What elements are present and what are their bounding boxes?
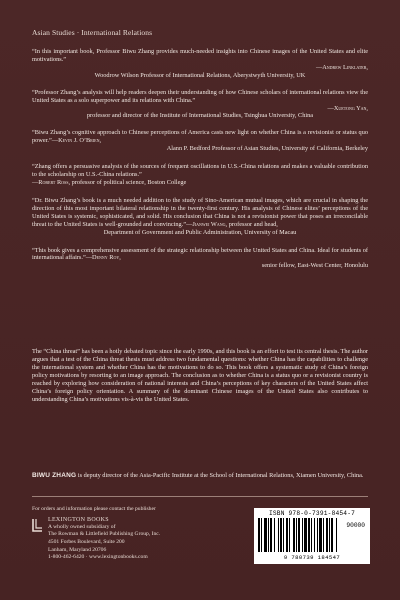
- publisher-line: A wholly owned subsidiary of: [48, 523, 116, 530]
- isbn-label: ISBN 978-0-7391-8454-7: [268, 510, 356, 517]
- endorsement-affiliation: Woodrow Wilson Professor of International Relations, Aberystwyth University, UK: [94, 71, 306, 79]
- orders-note: For orders and information please contact the publisher: [32, 506, 156, 512]
- barcode-digits: 9 780739 184547: [283, 554, 341, 561]
- attribution-dash: —: [32, 178, 39, 186]
- endorsement-author-line: [32, 179, 368, 187]
- endorsement-author: Xuetong Yan,: [333, 104, 368, 112]
- endorsement-author: Kevin J. O’Brien,: [58, 137, 102, 145]
- description-text: The “China threat” has been a hotly debated topic since the early 1990s, and this book is an effort to test its central thesis. The author argues that a test of the China threat thesis must address two fundamental questions: whether China has the capabilities to challenge the international system and whether China has the motivations to do so. This book offers a systematic study of China’s foreign policy motivations by resorting to an image approach. The conclusion as to whether China is a status quo or a revisionist country is reached by exploring how consideration of national interests and China’s perceptions of key characters of the United States affect China’s foreign policy orientation. A summary of the dominant Chinese images of the United States also contributes to understanding China’s motivations vis-à-vis the United States.: [32, 348, 368, 403]
- endorsement-affiliation: professor and head,: [228, 220, 278, 228]
- price-code: 90000: [346, 522, 365, 529]
- lexington-logo-icon: [32, 518, 43, 532]
- divider: [32, 496, 368, 497]
- publisher-block: [32, 516, 232, 562]
- barcode-icon: [258, 518, 340, 554]
- publisher-address: [48, 516, 160, 562]
- publisher-info: [32, 506, 232, 562]
- author-bio-text: [32, 472, 368, 480]
- author-name: BIWU ZHANG: [32, 472, 77, 479]
- endorsement: [32, 247, 368, 271]
- publisher-line: 1-800-462-6420 · www.lexingtonbooks.com: [48, 554, 148, 561]
- endorsement-quote-text: “Dr. Biwu Zhang’s book is a much needed addition to the study of Sino-American mutual images, which are crucial in shaping the direction of this most important bilateral relationship in the twenty-first century. His analysis of Chinese elites’ perceptions of the United States is systemic, sophisticated, and solid. His conclusion that China is not a revisionist power that poses an irreconcilable threat to the United States is well-grounded and convincing.”: [32, 196, 368, 228]
- endorsement: [32, 129, 368, 153]
- author-bio-body: is deputy director of the Asia-Pacific Institute at the School of International Relations, Xiamen University, China.: [76, 472, 364, 479]
- endorsement: [32, 89, 368, 121]
- attribution-dash: —: [85, 254, 93, 262]
- endorsement-affiliation: professor of political science, Boston College: [71, 178, 187, 186]
- endorsement-author: Jianwei Wang,: [192, 220, 228, 228]
- endorsement-quote: [32, 247, 368, 263]
- endorsement-author: Denny Roy,: [92, 254, 121, 262]
- attribution-dash: —: [186, 220, 193, 228]
- endorsement-quote: “In this important book, Professor Biwu Zhang provides much-needed insights into Chinese images of the United States and elite motivations.”: [32, 48, 368, 63]
- attribution-dash: —: [327, 104, 334, 112]
- endorsement: [32, 163, 368, 187]
- attribution-dash: —: [315, 63, 323, 71]
- endorsement-quote: “Zhang offers a persuasive analysis of the sources of frequent oscillations in U.S.-China relations and makes a valuable contribution to the scholarship on U.S.-China relations.”: [32, 163, 368, 179]
- series-label: Asian Studies · International Relations: [32, 28, 153, 37]
- endorsement-quote-text: “Biwu Zhang’s cognitive approach to Chinese perceptions of America casts new light on whether China is a revisionist or status quo power.”: [32, 129, 368, 145]
- endorsement-author: Andrew Linklater,: [322, 63, 368, 71]
- endorsement-affiliation: senior fellow, East-West Center, Honolulu: [261, 262, 368, 270]
- endorsement-author: Robert Ross,: [38, 178, 71, 186]
- publisher-name: LEXINGTON BOOKS: [48, 516, 109, 523]
- book-description: [32, 348, 368, 404]
- endorsement-quote-text: “This book gives a comprehensive assessment of the strategic relationship between the United States and China. Ideal for students of international affairs.”: [32, 246, 368, 262]
- endorsement-author-line: [32, 105, 368, 113]
- barcode-panel: [254, 508, 370, 564]
- endorsement-quote: [32, 197, 368, 229]
- endorsements: [32, 48, 368, 280]
- endorsement-quote: [32, 129, 368, 145]
- author-bio: [32, 472, 368, 480]
- endorsement-quote: “Professor Zhang’s analysis will help readers deepen their understanding of how Chinese scholars of international relations view the United States as a solo superpower and its relations with China.”: [32, 88, 368, 104]
- attribution-dash: —: [51, 137, 59, 145]
- endorsement-affiliation: Alann P. Bedford Professor of Asian Studies, University of California, Berkeley: [166, 145, 368, 153]
- endorsement: [32, 48, 368, 80]
- endorsement-affiliation: professor and director of the Institute of International Studies, Tsinghua University, China: [86, 112, 314, 120]
- publisher-line: 4501 Forbes Boulevard, Suite 200: [48, 539, 125, 546]
- endorsement: [32, 197, 368, 237]
- endorsement-affiliation-2: Department of Government and Public Administration, University of Macau: [103, 228, 297, 236]
- publisher-line: The Rowman & Littlefield Publishing Group, Inc.: [48, 531, 161, 538]
- endorsement-author-line: [32, 64, 368, 72]
- publisher-line: Lanham, Maryland 20706: [48, 546, 107, 553]
